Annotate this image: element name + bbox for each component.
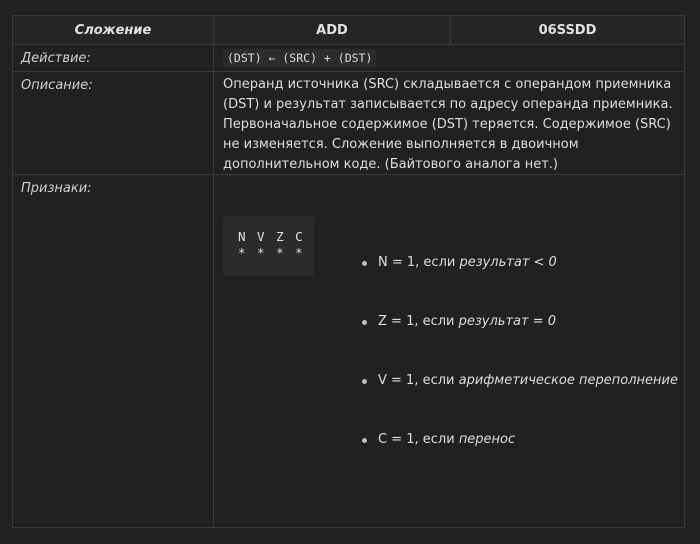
flags-names: N V Z C [238, 229, 305, 244]
bullet-icon [362, 379, 367, 384]
bullet-icon [362, 438, 367, 443]
condition-text: результат < 0 [459, 255, 557, 270]
condition-text: перенос [458, 432, 516, 447]
condition-prefix: Z = 1, если [378, 314, 459, 329]
flag-conditions-list [362, 255, 678, 491]
list-item [362, 255, 678, 314]
flags-label: Признаки: [13, 175, 214, 527]
condition-prefix: C = 1, если [378, 432, 459, 447]
header-title: Сложение [13, 16, 214, 44]
description-text: Операнд источника (SRC) складывается с операндом приемника (DST) и результат записывается по адресу операнда приемника. Первоначальное содержимое (DST) теряется. Содержимое (SRC) не изменяется. Сложение выполняется в двоичном дополнительном коде. (Байтового аналога нет.) [223, 77, 673, 172]
condition-prefix: V = 1, если [378, 373, 459, 388]
flags-value [214, 175, 684, 527]
bullet-icon [362, 320, 367, 325]
flags-row [13, 175, 684, 527]
description-label: Описание: [13, 72, 214, 174]
instruction-table [12, 15, 685, 528]
list-item [362, 373, 678, 432]
action-value [214, 45, 684, 71]
list-item [362, 432, 678, 491]
flags-marks: * * * * [238, 245, 305, 260]
bullet-icon [362, 261, 367, 266]
action-row [13, 45, 684, 72]
table-header [13, 16, 684, 45]
header-mnemonic: ADD [214, 16, 451, 44]
header-opcode: 06SSDD [538, 22, 597, 38]
list-item [362, 314, 678, 373]
condition-text: результат = 0 [458, 314, 557, 329]
flags-code-block [223, 216, 314, 276]
condition-text: арифметическое переполнение [458, 373, 678, 388]
description-row [13, 72, 684, 175]
condition-prefix: N = 1, если [378, 255, 460, 270]
action-label: Действие: [13, 45, 214, 71]
action-formula: (DST) ← (SRC) + (DST) [223, 49, 376, 67]
